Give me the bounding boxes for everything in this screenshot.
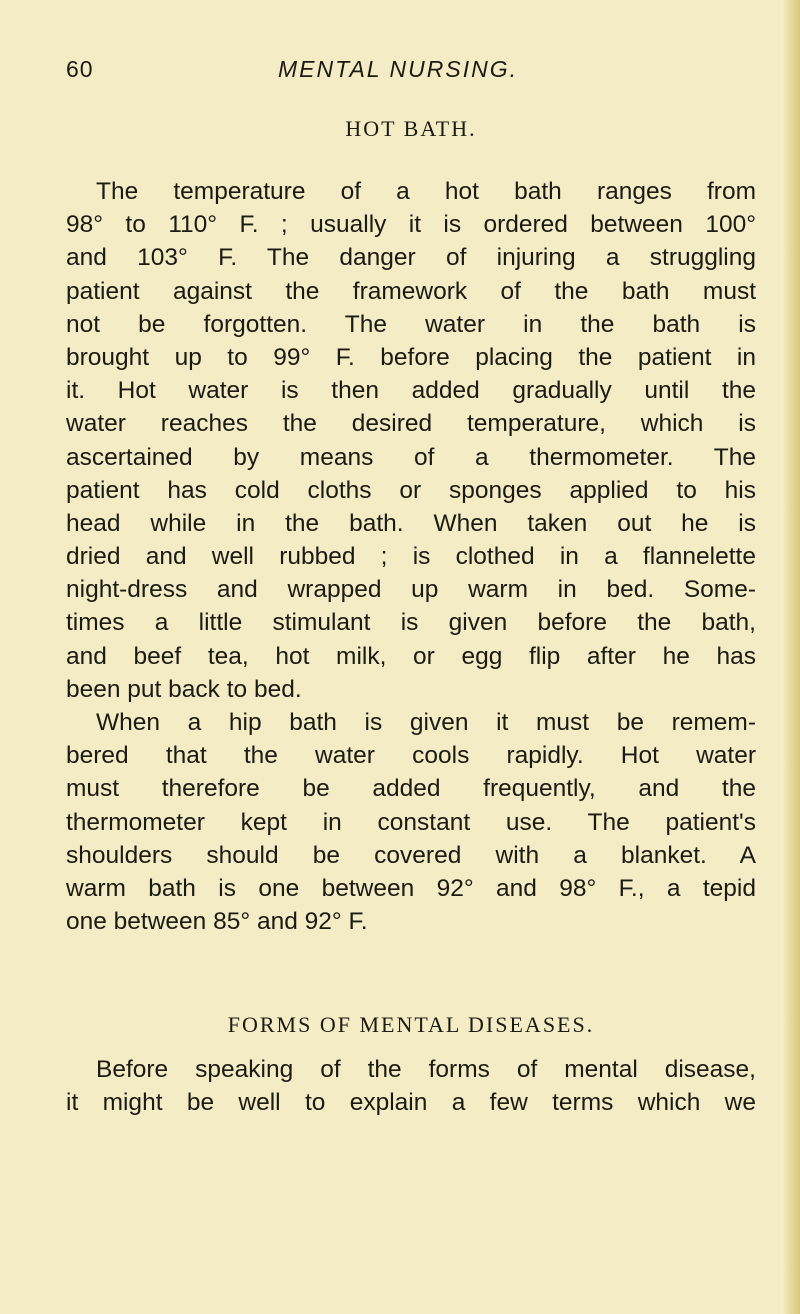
text-line: dried and well rubbed ; is clothed in a flannelette (66, 543, 756, 571)
text-line: night-dress and wrapped up warm in bed. Some- (66, 576, 756, 604)
text-line: bered that the water cools rapidly. Hot water (66, 742, 756, 770)
text-line: Before speaking of the forms of mental disease, (96, 1056, 756, 1083)
text-line: patient has cold cloths or sponges applied to his (66, 476, 756, 504)
text-line: ascertained by means of a thermometer. The (66, 443, 756, 471)
text-line: it might be well to explain a few terms which we (66, 1089, 756, 1117)
text-line: The temperature of a hot bath ranges from (96, 178, 756, 205)
forms-body (66, 1053, 756, 1119)
text-line: one between 85° and 92° F. (66, 908, 368, 936)
section-heading-forms-of-mental-diseases: FORMS OF MENTAL DISEASES. (227, 1012, 595, 1037)
text-line: and beef tea, hot milk, or egg flip after he has (66, 642, 756, 670)
page-edge-shadow (782, 0, 800, 1314)
text-line: it. Hot water is then added gradually until the (66, 377, 756, 405)
text-line: been put back to bed. (66, 675, 302, 703)
text-line: not be forgotten. The water in the bath is (66, 310, 756, 338)
text-line: must therefore be added frequently, and the (66, 775, 756, 803)
text-line: thermometer kept in constant use. The patient's (66, 808, 756, 836)
text-line: brought up to 99° F. before placing the patient in (66, 343, 756, 371)
running-title: MENTAL NURSING. (278, 56, 519, 82)
text-line: warm bath is one between 92° and 98° F., a tepid (66, 874, 756, 902)
hot-bath-body (66, 175, 756, 938)
section-heading-hot-bath: HOT BATH. (345, 116, 477, 141)
text-line: 98° to 110° F. ; usually it is ordered between 100° (66, 211, 756, 239)
text-line: patient against the framework of the bath must (66, 277, 756, 305)
text-line: head while in the bath. When taken out he is (66, 509, 756, 537)
text-line: times a little stimulant is given before the bath, (66, 609, 756, 637)
text-line: water reaches the desired temperature, which is (66, 410, 756, 438)
text-line: and 103° F. The danger of injuring a struggling (66, 244, 756, 272)
running-head (66, 56, 756, 96)
text-line: shoulders should be covered with a blanket. A (66, 841, 756, 869)
text-line: When a hip bath is given it must be remem- (96, 709, 756, 736)
page-number: 60 (66, 56, 94, 82)
